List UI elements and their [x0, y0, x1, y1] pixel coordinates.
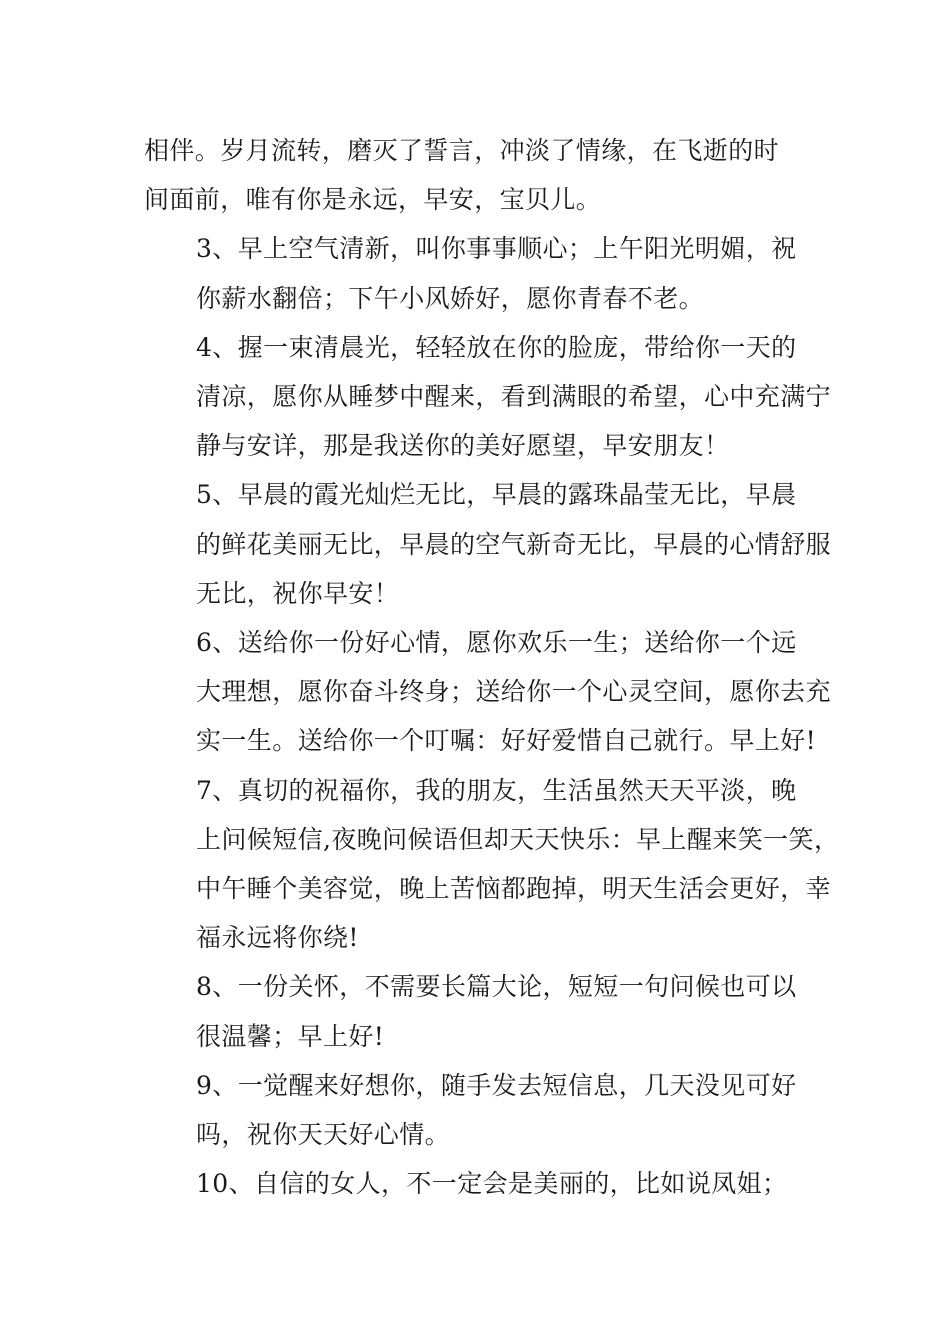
text-line: 相伴。岁月流转，磨灭了誓言，冲淡了情缘，在飞逝的时 — [144, 136, 780, 165]
text-line: 10、自信的女人，不一定会是美丽的，比如说凤姐； — [196, 1169, 788, 1199]
text-line: 9、一觉醒来好想你，随手发去短信息，几天没见可好 — [196, 1070, 797, 1100]
paragraph-item-7 — [144, 766, 840, 963]
paragraph-item-3 — [144, 224, 806, 322]
paragraph-continued — [144, 126, 806, 224]
text-line: 很温馨；早上好! — [196, 1021, 385, 1051]
text-line: 的鲜花美丽无比，早晨的空气新奇无比，早晨的心情舒服 — [196, 529, 832, 559]
text-line: 4、握一束清晨光，轻轻放在你的脸庞，带给你一天的 — [196, 332, 797, 362]
paragraph-item-8 — [144, 962, 806, 1060]
paragraph-item-4 — [144, 323, 832, 471]
text-line: 静与安详，那是我送你的美好愿望，早安朋友！ — [196, 431, 730, 461]
text-line: 上问候短信,夜晚问候语但却天天快乐：早上醒来笑一笑， — [196, 824, 840, 854]
document-body — [144, 126, 840, 1208]
paragraph-item-6 — [144, 618, 832, 766]
text-line: 3、早上空气清新，叫你事事顺心；上午阳光明媚，祝 — [196, 234, 797, 264]
text-line: 大理想，愿你奋斗终身；送给你一个心灵空间，愿你去充 — [196, 677, 832, 707]
text-line: 中午睡个美容觉，晚上苦恼都跑掉，明天生活会更好，幸 — [196, 874, 832, 904]
text-line: 实一生。送给你一个叮嘱：好好爱惜自己就行。早上好! — [196, 726, 817, 756]
text-line: 7、真切的祝福你，我的朋友，生活虽然天天平淡，晚 — [196, 775, 797, 805]
paragraph-item-9 — [144, 1061, 806, 1159]
paragraph-item-10 — [144, 1159, 806, 1208]
text-line: 6、送给你一份好心情，愿你欢乐一生；送给你一个远 — [196, 628, 797, 658]
text-line: 间面前，唯有你是永远，早安，宝贝儿。 — [144, 185, 602, 215]
text-line: 清凉，愿你从睡梦中醒来，看到满眼的希望，心中充满宁 — [196, 382, 832, 412]
text-line: 吗，祝你天天好心情。 — [196, 1120, 451, 1150]
text-line: 无比，祝你早安！ — [196, 578, 400, 608]
text-line: 5、早晨的霞光灿烂无比，早晨的露珠晶莹无比，早晨 — [196, 480, 797, 510]
text-line: 福永远将你绕! — [196, 923, 359, 953]
text-line: 你薪水翻倍；下午小风娇好，愿你青春不老。 — [196, 283, 705, 313]
text-line: 8、一份关怀，不需要长篇大论，短短一句问候也可以 — [196, 972, 797, 1002]
paragraph-item-5 — [144, 470, 832, 618]
